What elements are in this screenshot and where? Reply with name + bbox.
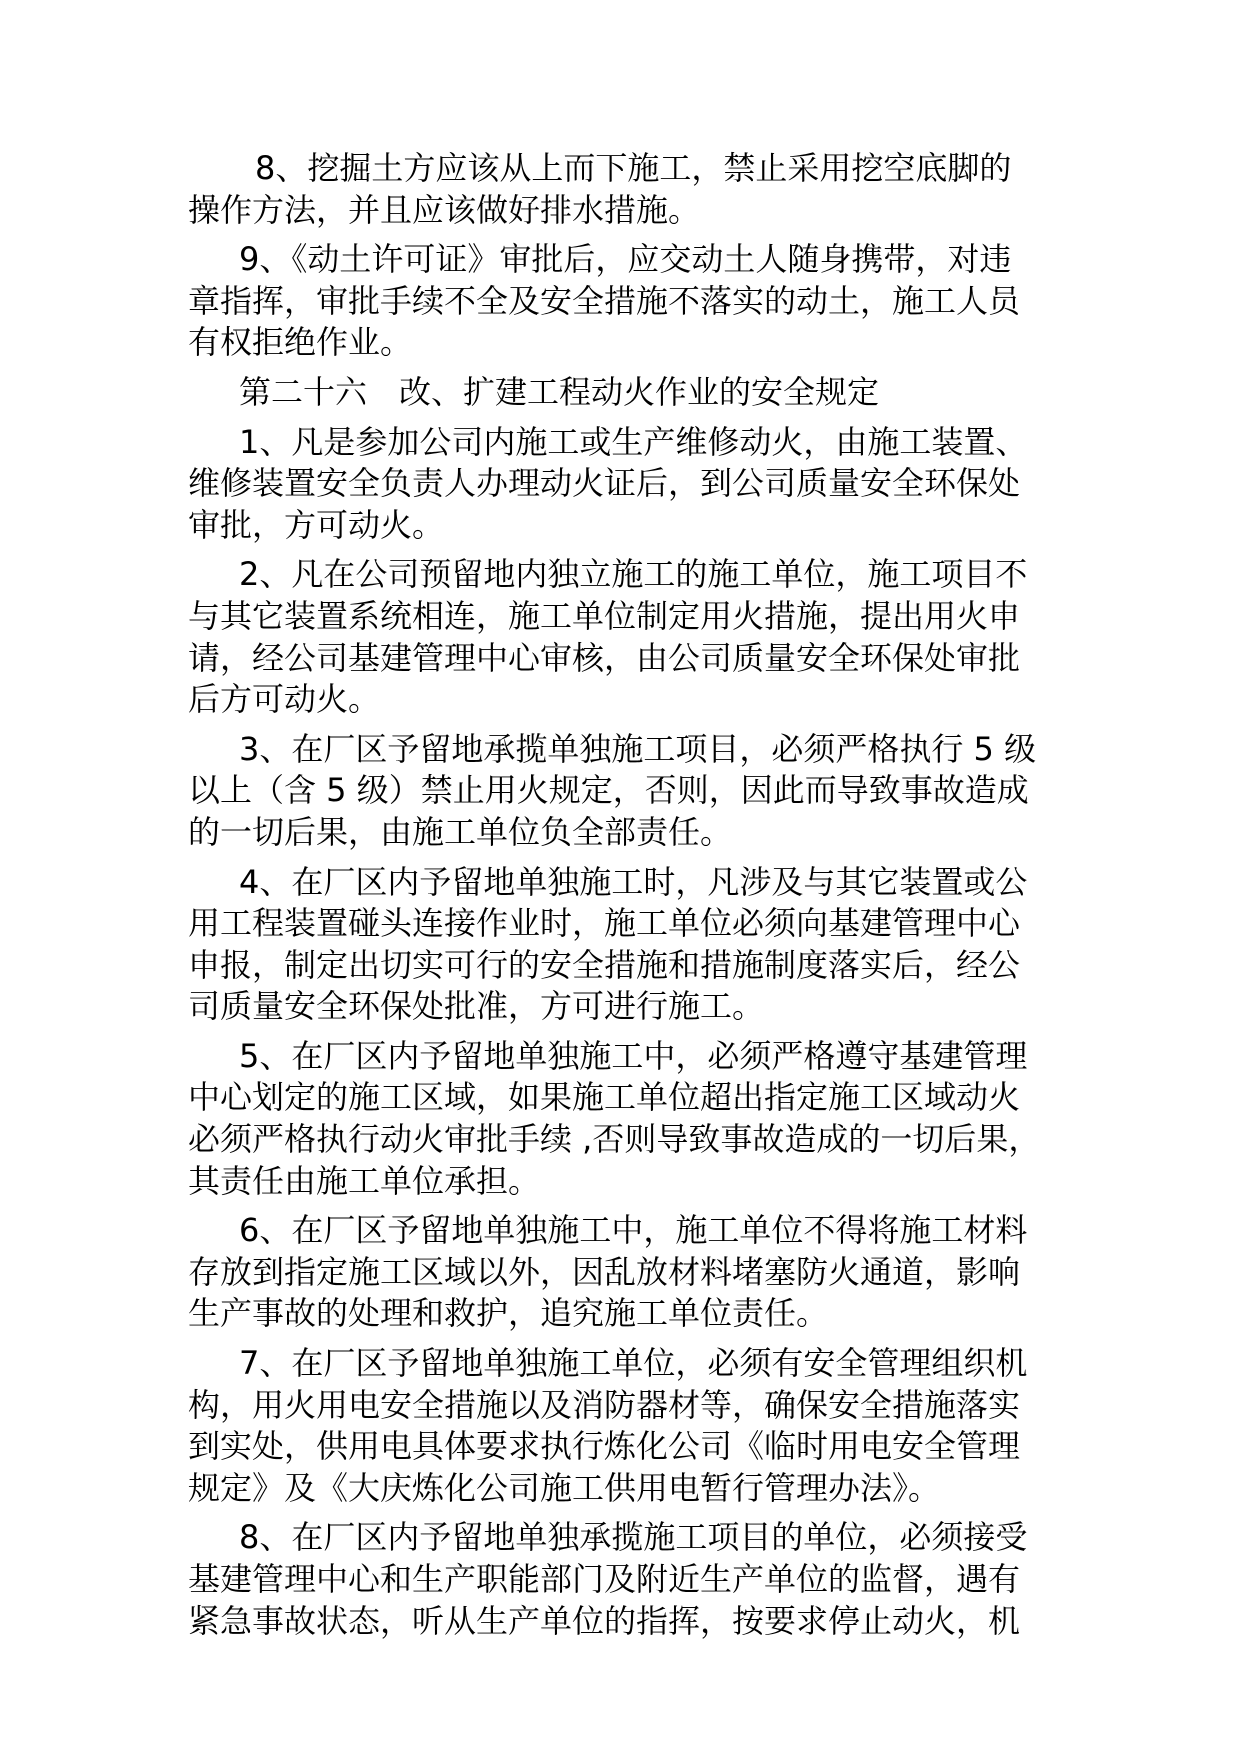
text-line: 其责任由施工单位承担。 [188, 1161, 541, 1200]
text-line: 基建管理中心和生产职能部门及附近生产单位的监督，遇有 [188, 1560, 1021, 1598]
text-line: 8、在厂区内予留地单独承揽施工项目的单位，必须接受 [239, 1518, 1028, 1557]
paragraph-rule-8 [188, 1517, 1068, 1642]
text-line: 5、在厂区内予留地单独施工中，必须严格遵守基建管理 [239, 1036, 1028, 1075]
text-line: 存放到指定施工区域以外，因乱放材料堵塞防火通道，影响 [188, 1252, 1021, 1291]
text-line: 到实处，供用电具体要求执行炼化公司《临时用电安全管理 [188, 1427, 1021, 1466]
text-line: 有权拒绝作业。 [188, 323, 413, 362]
document-body [188, 148, 1068, 1642]
paragraph-rule-7 [188, 1343, 1068, 1509]
text-line: 必须严格执行动火审批手续 ,否则导致事故造成的一切后果， [188, 1120, 1041, 1159]
text-line: 审批，方可动火。 [188, 505, 445, 544]
text-line: 操作方法，并且应该做好排水措施。 [188, 190, 701, 229]
text-line: 与其它装置系统相连，施工单位制定用火措施，提出用火申 [188, 596, 1021, 635]
text-line: 9、《动土许可证》审批后，应交动土人随身携带，对违 [239, 240, 1012, 279]
paragraph-rule-1 [188, 422, 1068, 547]
paragraph-rule-5 [188, 1036, 1068, 1202]
text-line: 后方可动火。 [188, 680, 381, 719]
text-line: 4、在厂区内予留地单独施工时，凡涉及与其它装置或公 [239, 862, 1028, 901]
paragraph-article-26-heading [188, 372, 1068, 414]
paragraph-item-9-permit [188, 239, 1068, 364]
text-line: 生产事故的处理和救护，追究施工单位责任。 [188, 1294, 829, 1333]
paragraph-rule-2 [188, 554, 1068, 720]
text-line: 紧急事故状态，听从生产单位的指挥，按要求停止动火，机 [188, 1601, 1021, 1640]
paragraph-rule-4 [188, 862, 1068, 1028]
text-line: 中心划定的施工区域，如果施工单位超出指定施工区域动火 [188, 1078, 1021, 1117]
text-line: 维修装置安全负责人办理动火证后，到公司质量安全环保处 [188, 464, 1021, 503]
text-line: 以上（含 5 级）禁止用火规定，否则，因此而导致事故造成 [188, 771, 1029, 810]
text-line: 规定》及《大庆炼化公司施工供用电暂行管理办法》。 [188, 1468, 941, 1507]
text-line: 构，用火用电安全措施以及消防器材等，确保安全措施落实 [188, 1385, 1021, 1424]
paragraph-item-8-excavation [188, 148, 1068, 231]
text-line: 章指挥，审批手续不全及安全措施不落实的动土，施工人员 [188, 281, 1021, 320]
text-line: 7、在厂区予留地单独施工单位，必须有安全管理组织机 [239, 1344, 1028, 1383]
paragraph-rule-6 [188, 1210, 1068, 1335]
text-line: 1、凡是参加公司内施工或生产维修动火，由施工装置、 [239, 422, 1028, 461]
text-line: 3、在厂区予留地承揽单独施工项目，必须严格执行 5 级 [239, 729, 1037, 768]
text-line: 第二十六 改、扩建工程动火作业的安全规定 [239, 372, 880, 411]
text-line: 6、在厂区予留地单独施工中，施工单位不得将施工材料 [239, 1211, 1028, 1250]
text-line: 用工程装置碰头连接作业时，施工单位必须向基建管理中心 [188, 904, 1021, 943]
text-line: 2、凡在公司预留地内独立施工的施工单位，施工项目不 [239, 555, 1028, 594]
text-line: 请，经公司基建管理中心审核，由公司质量安全环保处审批 [188, 638, 1021, 677]
paragraph-rule-3 [188, 729, 1068, 854]
text-line: 8、挖掘土方应该从上而下施工，禁止采用挖空底脚的 [255, 149, 1012, 187]
text-line: 的一切后果，由施工单位负全部责任。 [188, 812, 733, 851]
text-line: 申报，制定出切实可行的安全措施和措施制度落实后，经公 [188, 945, 1021, 984]
text-line: 司质量安全环保处批准，方可进行施工。 [188, 987, 765, 1026]
